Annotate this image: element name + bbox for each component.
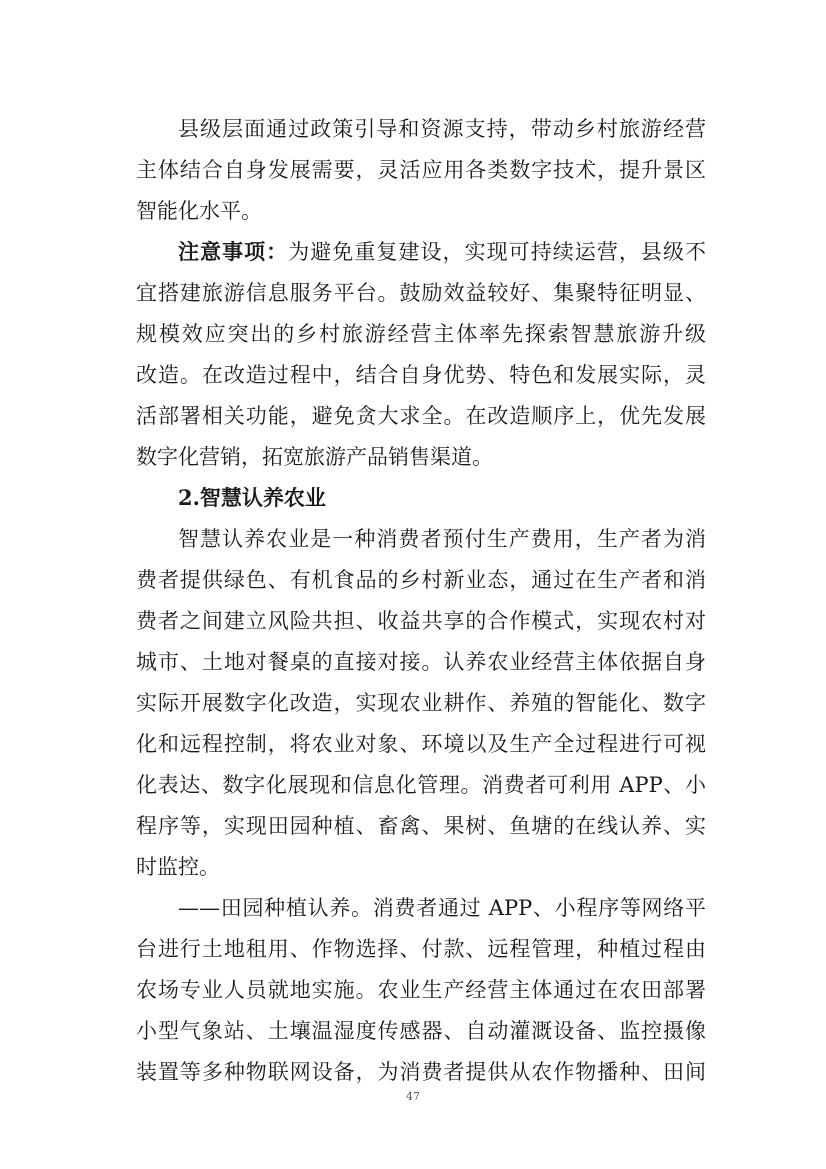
paragraph-line: 智慧认养农业是一种消费者预付生产费用，生产者为消 [178, 527, 706, 551]
paragraph-line: 小型气象站、土壤温湿度传感器、自动灌溉设备、监控摄像 [136, 1019, 706, 1043]
paragraph-line: 城市、土地对餐桌的直接对接。认养农业经营主体依据自身 [136, 650, 706, 674]
paragraph-line: 智能化水平。 [136, 199, 262, 223]
paragraph-line: 改造。在改造过程中，结合自身优势、特色和发展实际，灵 [136, 363, 706, 387]
paragraph-line: 实际开展数字化改造，实现农业耕作、养殖的智能化、数字 [136, 691, 706, 715]
paragraph-line: 费者之间建立风险共担、收益共享的合作模式，实现农村对 [136, 609, 706, 633]
paragraph-text: 为避免重复建设，实现可持续运营，县级不 [288, 240, 706, 264]
paragraph-line: 时监控。 [136, 855, 220, 879]
paragraph-line: 费者提供绿色、有机食品的乡村新业态，通过在生产者和消 [136, 568, 706, 592]
paragraph-line: 主体结合自身发展需要，灵活应用各类数字技术，提升景区 [136, 158, 706, 182]
notice-label: 注意事项： [178, 239, 289, 264]
paragraph-line: 台进行土地租用、作物选择、付款、远程管理，种植过程由 [136, 937, 706, 961]
paragraph-line: 程序等，实现田园种植、畜禽、果树、鱼塘的在线认养、实 [136, 814, 706, 838]
paragraph-line: 活部署相关功能，避免贪大求全。在改造顺序上，优先发展 [136, 404, 706, 428]
paragraph-line: 农场专业人员就地实施。农业生产经营主体通过在农田部署 [136, 978, 706, 1002]
paragraph-line: 化表达、数字化展现和信息化管理。消费者可利用 APP、小 [136, 773, 706, 797]
paragraph-line: 宜搭建旅游信息服务平台。鼓励效益较好、集聚特征明显、 [136, 281, 706, 305]
paragraph-line: ——田园种植认养。消费者通过 APP、小程序等网络平 [178, 896, 706, 920]
paragraph-line: 规模效应突出的乡村旅游经营主体率先探索智慧旅游升级 [136, 322, 706, 346]
paragraph-line-with-label [178, 237, 706, 267]
paragraph-line: 数字化营销，拓宽旅游产品销售渠道。 [136, 445, 493, 469]
paragraph-line: 化和远程控制，将农业对象、环境以及生产全过程进行可视 [136, 732, 706, 756]
section-heading: 2.智慧认养农业 [178, 485, 326, 510]
page-number: 47 [406, 1090, 420, 1103]
paragraph-line: 县级层面通过政策引导和资源支持，带动乡村旅游经营 [178, 117, 706, 141]
paragraph-line: 装置等多种物联网设备，为消费者提供从农作物播种、田间 [136, 1060, 706, 1084]
